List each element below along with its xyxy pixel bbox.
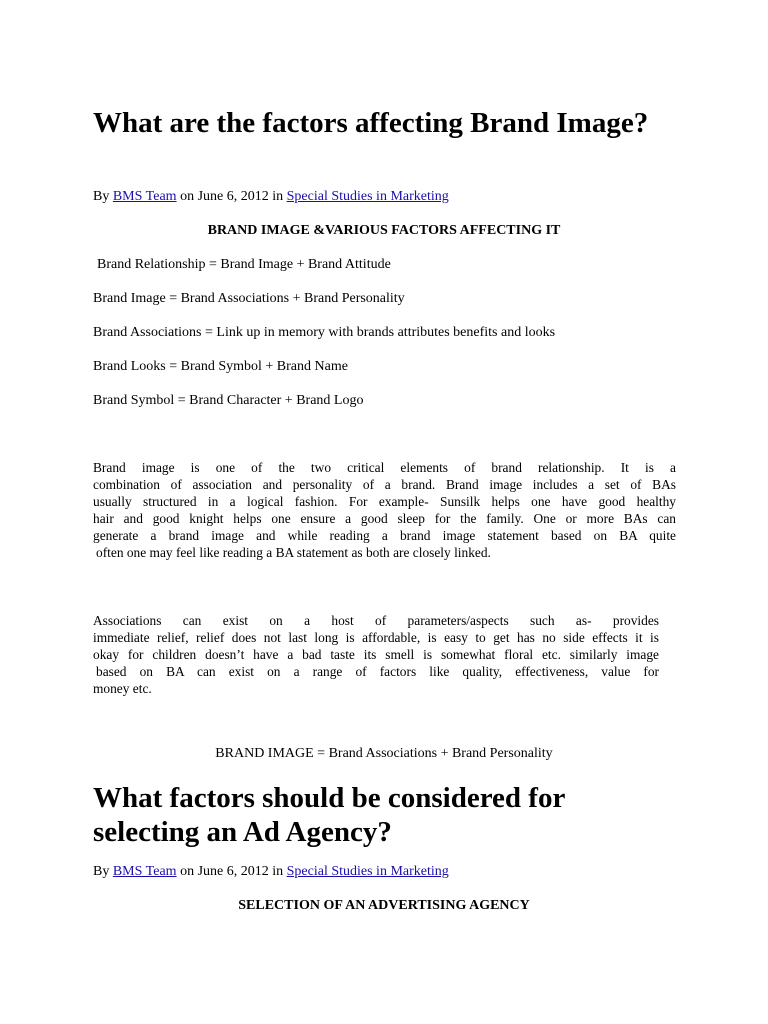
article-byline	[93, 864, 449, 880]
paragraph-line: Associations can exist on a host of parameters/aspects such as- provides	[93, 613, 659, 628]
paragraph-line: combination of association and personality of a brand. Brand image includes a set of BAs	[93, 477, 676, 492]
author-link[interactable]: BMS Team	[112, 864, 177, 879]
byline-date: on June 6, 2012 in	[180, 189, 284, 204]
byline-prefix: By	[93, 864, 110, 879]
equation-line: Brand Relationship = Brand Image + Brand Attitude	[97, 257, 391, 272]
paragraph-line: money etc.	[93, 681, 152, 696]
byline-prefix: By	[93, 189, 110, 204]
article-title: What factors should be considered for selecting an Ad Agency?	[93, 782, 565, 848]
category-link[interactable]: Special Studies in Marketing	[286, 189, 449, 204]
byline-date: on June 6, 2012 in	[180, 864, 284, 879]
equation-line: Brand Associations = Link up in memory with brands attributes benefits and looks	[93, 325, 556, 340]
body-paragraph	[93, 459, 676, 561]
equation-line: Brand Image = Brand Associations + Brand Personality	[93, 291, 405, 306]
section-heading: BRAND IMAGE &VARIOUS FACTORS AFFECTING IT	[207, 223, 561, 238]
summary-equation: BRAND IMAGE = Brand Associations + Brand Personality	[215, 746, 553, 761]
paragraph-line: okay for children doesn’t have a bad taste its smell is somewhat floral etc. similarly image	[93, 647, 659, 662]
paragraph-line: immediate relief, relief does not last long is affordable, is easy to get has no side effects it is	[93, 630, 659, 645]
equation-line: Brand Looks = Brand Symbol + Brand Name	[93, 359, 348, 374]
equation-line: Brand Symbol = Brand Character + Brand Logo	[93, 393, 364, 408]
article-byline	[93, 189, 449, 205]
body-paragraph	[93, 612, 659, 697]
paragraph-line: hair and good knight helps one ensure a good sleep for the family. One or more BAs can	[93, 511, 676, 526]
category-link[interactable]: Special Studies in Marketing	[286, 864, 449, 879]
paragraph-line: Brand image is one of the two critical elements of brand relationship. It is a	[93, 460, 676, 475]
section-heading: SELECTION OF AN ADVERTISING AGENCY	[238, 898, 530, 913]
paragraph-line: often one may feel like reading a BA statement as both are closely linked.	[96, 545, 491, 560]
author-link[interactable]: BMS Team	[112, 189, 177, 204]
article-title: What are the factors affecting Brand Image?	[93, 107, 649, 139]
paragraph-line: based on BA can exist on a range of factors like quality, effectiveness, value for	[96, 664, 659, 679]
paragraph-line: generate a brand image and while reading a brand image statement based on BA quite	[93, 528, 676, 543]
paragraph-line: usually structured in a logical fashion. For example- Sunsilk helps one have good healthy	[93, 494, 676, 509]
